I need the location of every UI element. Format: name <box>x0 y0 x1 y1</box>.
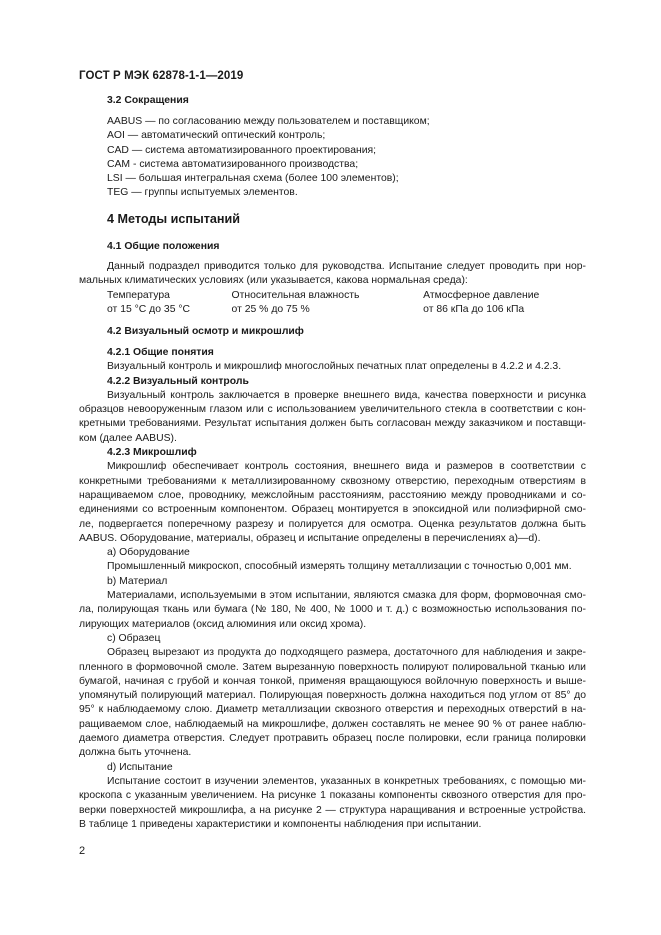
text-line: Визуальный контроль и микрошлиф многослойных печатных плат определены в 4.2.2 и 4.2.3. <box>107 361 562 373</box>
text-line: Испытание состоит в изучении элементов, указанных в конкретных требованиях, с помощью ми- <box>107 775 586 787</box>
section-3-2 <box>79 94 586 108</box>
section-4-2-1-title: 4.2.1 Общие понятия <box>107 347 214 358</box>
conditions-header-row <box>79 289 586 303</box>
text-line: должна быть уточнена. <box>79 747 192 759</box>
condition-value: от 25 % до 75 % <box>231 303 310 315</box>
abbreviation-item: AABUS — по согласованию между пользователем и поставщиком; <box>107 116 430 127</box>
section-4-1-text <box>79 260 586 317</box>
item-b-title: b) Материал <box>107 575 168 587</box>
section-4-1 <box>79 240 586 254</box>
text-line: Данный подраздел приводится только для руководства. Испытание следует проводить при нор- <box>107 261 586 272</box>
abbreviation-item: TEG — группы испытуемых элементов. <box>107 187 298 199</box>
text-line: В таблице 1 приведены характеристики и компоненты наблюдения при испытании. <box>79 818 482 830</box>
section-4-1-title: 4.1 Общие положения <box>107 241 220 252</box>
text-line: образцов невооруженным глазом или с использованием увеличительного стекла в соответствии с кон- <box>79 404 586 416</box>
text-line: Промышленный микроскоп, способный измерять толщину металлизации с точностью 0,001 мм. <box>107 561 572 573</box>
page-number: 2 <box>79 845 86 857</box>
item-c-title: с) Образец <box>107 632 161 644</box>
text-line: Микрошлиф обеспечивает контроль состояния, внешнего вида и размеров в соответствии с <box>107 461 586 473</box>
text-line: единениями со встроенным компонентом. Образец монтируется в эпоксидной или полиэфирной смо- <box>79 504 586 516</box>
condition-label: Относительная влажность <box>231 289 360 301</box>
text-line: Визуальный контроль заключается в проверке внешнего вида, качества поверхности и рисунка <box>107 389 586 401</box>
text-line: конкретными требованиями к металлизированному сквозному отверстию, переходным отверстиям в <box>79 475 586 487</box>
conditions-value-row <box>79 303 586 317</box>
section-4-2 <box>79 325 586 339</box>
condition-value: от 15 °С до 35 °С <box>107 303 191 315</box>
text-line: лирующих материалов (оксид алюминия или оксид хрома). <box>79 618 367 630</box>
text-line: ла, полирующая ткань или бумага (№ 180, № 400, № 1000 и т. д.) с возможностью использования по- <box>79 604 586 616</box>
abbreviation-item: CAM - система автоматизированного производства; <box>107 158 359 170</box>
section-4-2-3-title: 4.2.3 Микрошлиф <box>107 447 197 459</box>
condition-label: Температура <box>107 289 170 301</box>
text-line: упомянутый полирующий материал. Полирующая поверхность должна находиться под углом от 85° до <box>79 690 586 702</box>
section-4-title: 4 Методы испытаний <box>107 212 240 226</box>
text-line: даемого диаметра отверстия. Следует протравить образец после полировки, если граница полировки <box>79 733 586 745</box>
condition-value: от 86 кПа до 106 кПа <box>423 303 525 315</box>
text-line: ле, подвергается поперечному разрезу и полируется для осмотра. Оценка результатов должна быть <box>79 518 586 530</box>
text-line: AABUS. Оборудование, материалы, образец и испытание определены в перечислениях а)—d). <box>79 532 541 544</box>
text-line: пленного в формовочной смоле. Затем вырезанную поверхность полируют полировальной тканью или <box>79 661 586 673</box>
document-header: ГОСТ Р МЭК 62878-1-1—2019 <box>79 70 244 82</box>
text-line: наращиваемом слое, проводнику, межслойным расстояниям, расстоянию между проводниками и со- <box>79 489 586 501</box>
text-line: 95° к наблюдаемому слою. Диаметр металлизации сквозного отверстия и переходных отверстий в на- <box>79 704 586 716</box>
text-line: ком (далее AABUS). <box>79 432 177 444</box>
abbreviation-item: AOI — автоматический оптический контроль; <box>107 130 326 142</box>
text-line: ращиваемом слое, наблюдаемый на микрошлифе, должен составлять не менее 90 % от ранее наблю- <box>79 718 586 730</box>
text-line: верки поверхностей микрошлифа, а на рисунке 2 — структура наращивания и встроенные устройства. <box>79 804 586 816</box>
item-d-title: d) Испытание <box>107 761 173 773</box>
condition-label: Атмосферное давление <box>423 289 540 301</box>
text-line: кроскопа с указанным увеличением. На рисунке 1 показаны компоненты сквозного отверстия для про- <box>79 790 586 802</box>
section-3-2-title: 3.2 Сокращения <box>107 95 189 106</box>
abbreviations-list <box>79 115 586 201</box>
section-4 <box>79 212 586 226</box>
section-4-2-body <box>79 346 586 832</box>
abbreviation-item: CAD — система автоматизированного проектирования; <box>107 144 377 156</box>
text-line: кретными требованиями. Результат испытания должен быть согласован между заказчиком и поставщи- <box>79 418 586 430</box>
text-line: Образец вырезают из продукта до подходящего размера, достаточного для наблюдения и закре- <box>107 647 586 659</box>
section-4-2-title: 4.2 Визуальный осмотр и микрошлиф <box>107 326 304 337</box>
section-4-2-2-title: 4.2.2 Визуальный контроль <box>107 375 249 387</box>
text-line: бумагой, начиная с грубой и кончая тонкой, применяя вращающуюся войлочную поверхность и выше- <box>79 675 586 687</box>
text-line: Материалами, используемыми в этом испытании, являются смазка для форм, формовочная смо- <box>107 590 586 602</box>
abbreviation-item: LSI — большая интегральная схема (более 100 элементов); <box>107 173 399 185</box>
item-a-title: а) Оборудование <box>107 547 190 559</box>
text-line: мальных климатических условиях (или указывается, какова нормальная среда): <box>79 275 468 287</box>
